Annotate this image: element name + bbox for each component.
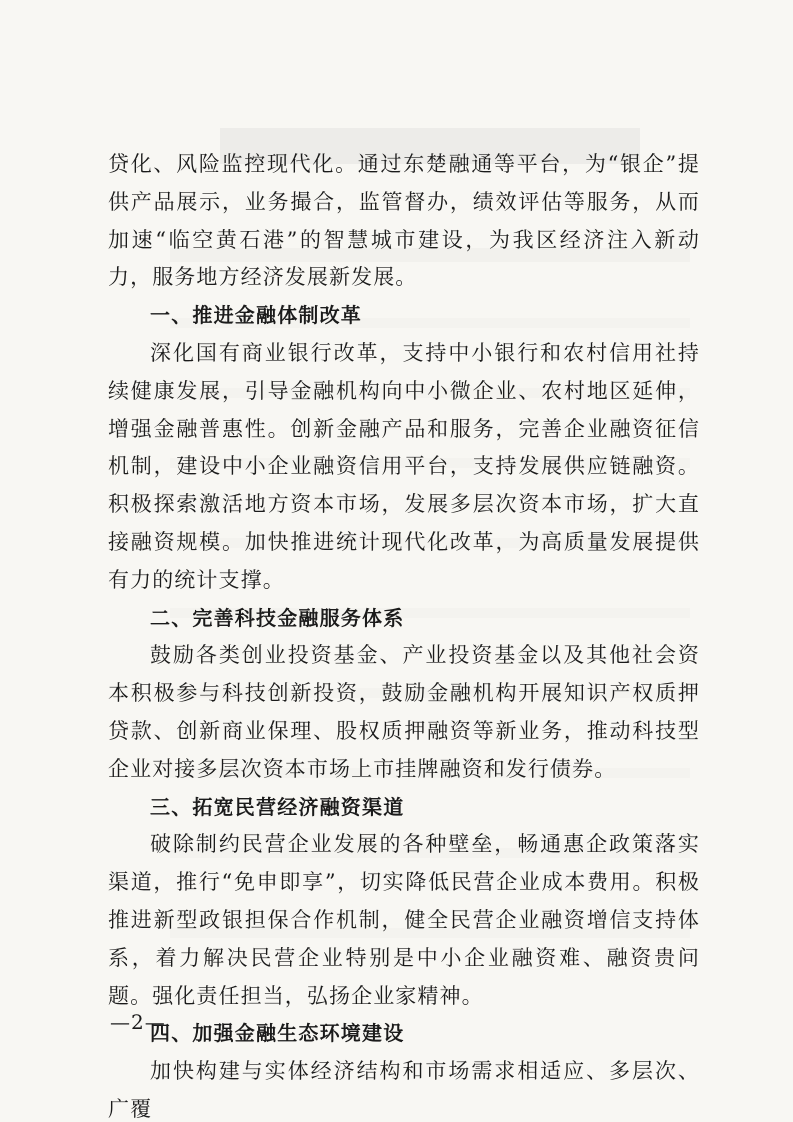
document-body bbox=[108, 146, 700, 1122]
section-heading-3: 三、拓宽民营经济融资渠道 bbox=[150, 794, 405, 819]
section-heading-4: 四、加强金融生态环境建设 bbox=[150, 1021, 405, 1046]
page-number: —2— bbox=[110, 1010, 166, 1034]
section-heading-2: 二、完善科技金融服务体系 bbox=[150, 605, 405, 630]
section-body-2: 鼓励各类创业投资基金、产业投资基金以及其他社会资本积极参与科技创新投资，鼓励金融机构开展知识产权质押贷款、创新商业保理、股权质押融资等新业务，推动科技型企业对接多层次资本市场上市挂牌融资和发行债券。 bbox=[108, 643, 700, 781]
intro-paragraph: 贷化、风险监控现代化。通过东楚融通等平台，为“银企”提供产品展示，业务撮合，监管督办，绩效评估等服务，从而加速“临空黄石港”的智慧城市建设，为我区经济注入新动力，服务地方经济发展新发展。 bbox=[108, 152, 700, 290]
section-body-4: 加快构建与实体经济结构和市场需求相适应、多层次、广覆 bbox=[108, 1059, 700, 1121]
section-body-1: 深化国有商业银行改革，支持中小银行和农村信用社持续健康发展，引导金融机构向中小微企业、农村地区延伸，增强金融普惠性。创新金融产品和服务，完善企业融资征信机制，建设中小企业融资信用平台，支持发展供应链融资。积极探索激活地方资本市场，发展多层次资本市场，扩大直接融资规模。加快推进统计现代化改革，为高质量发展提供有力的统计支撑。 bbox=[108, 340, 700, 592]
section-heading-1: 一、推进金融体制改革 bbox=[150, 303, 362, 328]
section-body-3: 破除制约民营企业发展的各种壁垒，畅通惠企政策落实渠道，推行“免申即享”，切实降低民营企业成本费用。积极推进新型政银担保合作机制，健全民营企业融资增信支持体系，着力解决民营企业特别是中小企业融资难、融资贵问题。强化责任担当，弘扬企业家精神。 bbox=[108, 832, 700, 1008]
